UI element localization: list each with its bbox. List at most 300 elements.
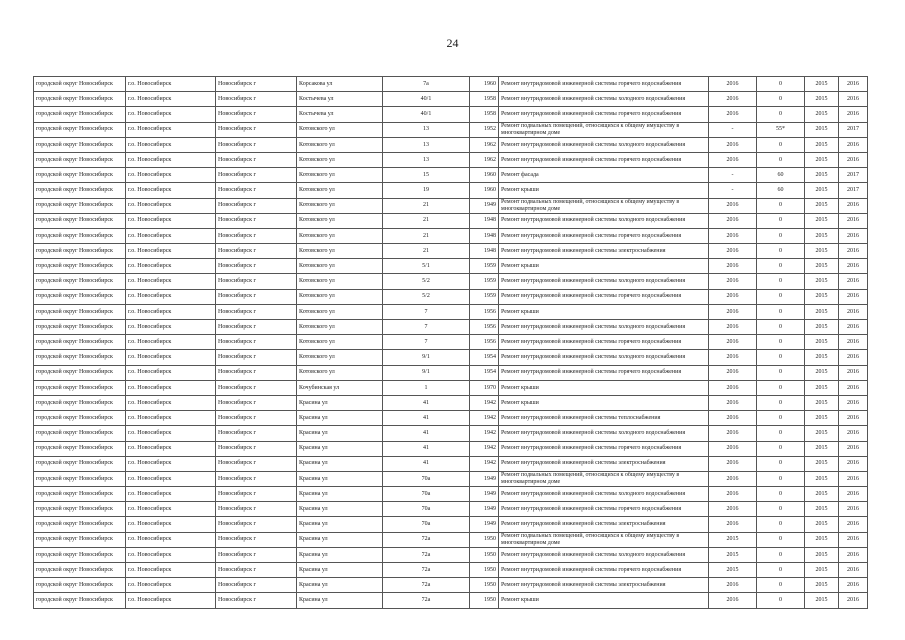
- street-cell: Красина ул: [297, 426, 383, 441]
- table-row: [34, 289, 868, 304]
- plan-year-cell: 2016: [709, 517, 757, 532]
- year-built-cell: 1960: [470, 168, 499, 183]
- period-end-cell: 2016: [839, 77, 868, 92]
- district-cell: городской округ Новосибирск: [34, 365, 126, 380]
- municipality-cell: г.о. Новосибирск: [126, 274, 216, 289]
- work-type-cell: Ремонт внутридомовой инженерной системы холодного водоснабжения: [499, 274, 709, 289]
- table-row: [34, 532, 868, 547]
- street-cell: Котовского ул: [297, 213, 383, 228]
- period-end-cell: 2016: [839, 517, 868, 532]
- house-number-cell: 5/2: [383, 289, 470, 304]
- value-cell: 0: [757, 487, 805, 502]
- city-cell: Новосибирск г: [216, 77, 297, 92]
- year-built-cell: 1956: [470, 304, 499, 319]
- year-built-cell: 1942: [470, 411, 499, 426]
- municipality-cell: г.о. Новосибирск: [126, 411, 216, 426]
- period-start-cell: 2015: [805, 411, 839, 426]
- period-end-cell: 2016: [839, 289, 868, 304]
- district-cell: городской округ Новосибирск: [34, 502, 126, 517]
- house-number-cell: 41: [383, 441, 470, 456]
- table-row: [34, 198, 868, 213]
- city-cell: Новосибирск г: [216, 289, 297, 304]
- table-row: [34, 274, 868, 289]
- house-number-cell: 70а: [383, 517, 470, 532]
- house-number-cell: 5/1: [383, 259, 470, 274]
- district-cell: городской округ Новосибирск: [34, 92, 126, 107]
- value-cell: 0: [757, 244, 805, 259]
- table-body: [34, 77, 868, 609]
- year-built-cell: 1956: [470, 335, 499, 350]
- table-row: [34, 593, 868, 608]
- period-start-cell: 2015: [805, 456, 839, 471]
- street-cell: Красина ул: [297, 563, 383, 578]
- street-cell: Кочубинская ул: [297, 380, 383, 395]
- page-number: 24: [446, 36, 459, 50]
- value-cell: 0: [757, 547, 805, 562]
- house-number-cell: 70а: [383, 502, 470, 517]
- district-cell: городской округ Новосибирск: [34, 593, 126, 608]
- municipality-cell: г.о. Новосибирск: [126, 487, 216, 502]
- year-built-cell: 1958: [470, 92, 499, 107]
- work-type-cell: Ремонт внутридомовой инженерной системы горячего водоснабжения: [499, 335, 709, 350]
- city-cell: Новосибирск г: [216, 92, 297, 107]
- house-number-cell: 7: [383, 335, 470, 350]
- house-number-cell: 72а: [383, 532, 470, 547]
- street-cell: Красина ул: [297, 411, 383, 426]
- plan-year-cell: 2016: [709, 365, 757, 380]
- plan-year-cell: 2016: [709, 335, 757, 350]
- table-row: [34, 320, 868, 335]
- street-cell: Красина ул: [297, 547, 383, 562]
- house-number-cell: 40/1: [383, 107, 470, 122]
- city-cell: Новосибирск г: [216, 320, 297, 335]
- period-end-cell: 2016: [839, 456, 868, 471]
- district-cell: городской округ Новосибирск: [34, 289, 126, 304]
- city-cell: Новосибирск г: [216, 563, 297, 578]
- period-end-cell: 2016: [839, 471, 868, 486]
- value-cell: 0: [757, 335, 805, 350]
- year-built-cell: 1958: [470, 107, 499, 122]
- period-end-cell: 2016: [839, 547, 868, 562]
- period-start-cell: 2015: [805, 152, 839, 167]
- period-start-cell: 2015: [805, 92, 839, 107]
- period-start-cell: 2015: [805, 563, 839, 578]
- year-built-cell: 1959: [470, 259, 499, 274]
- house-number-cell: 21: [383, 228, 470, 243]
- municipality-cell: г.о. Новосибирск: [126, 259, 216, 274]
- street-cell: Котовского ул: [297, 289, 383, 304]
- value-cell: 0: [757, 259, 805, 274]
- period-end-cell: 2016: [839, 213, 868, 228]
- value-cell: 60: [757, 183, 805, 198]
- value-cell: 0: [757, 395, 805, 410]
- period-start-cell: 2015: [805, 122, 839, 137]
- work-type-cell: Ремонт внутридомовой инженерной системы холодного водоснабжения: [499, 426, 709, 441]
- work-type-cell: Ремонт внутридомовой инженерной системы горячего водоснабжения: [499, 563, 709, 578]
- street-cell: Красина ул: [297, 593, 383, 608]
- year-built-cell: 1959: [470, 289, 499, 304]
- year-built-cell: 1949: [470, 502, 499, 517]
- period-start-cell: 2015: [805, 289, 839, 304]
- table-row: [34, 228, 868, 243]
- period-end-cell: 2016: [839, 365, 868, 380]
- house-number-cell: 41: [383, 456, 470, 471]
- period-start-cell: 2015: [805, 77, 839, 92]
- work-type-cell: Ремонт внутридомовой инженерной системы горячего водоснабжения: [499, 152, 709, 167]
- year-built-cell: 1954: [470, 350, 499, 365]
- value-cell: 0: [757, 456, 805, 471]
- city-cell: Новосибирск г: [216, 441, 297, 456]
- street-cell: Котовского ул: [297, 304, 383, 319]
- plan-year-cell: 2016: [709, 244, 757, 259]
- municipality-cell: г.о. Новосибирск: [126, 578, 216, 593]
- year-built-cell: 1949: [470, 487, 499, 502]
- street-cell: Котовского ул: [297, 168, 383, 183]
- period-start-cell: 2015: [805, 547, 839, 562]
- work-type-cell: Ремонт крыши: [499, 183, 709, 198]
- plan-year-cell: -: [709, 183, 757, 198]
- period-end-cell: 2016: [839, 502, 868, 517]
- period-start-cell: 2015: [805, 487, 839, 502]
- city-cell: Новосибирск г: [216, 168, 297, 183]
- year-built-cell: 1962: [470, 137, 499, 152]
- municipality-cell: г.о. Новосибирск: [126, 380, 216, 395]
- table-row: [34, 92, 868, 107]
- city-cell: Новосибирск г: [216, 183, 297, 198]
- plan-year-cell: 2016: [709, 471, 757, 486]
- year-built-cell: 1942: [470, 441, 499, 456]
- year-built-cell: 1950: [470, 532, 499, 547]
- year-built-cell: 1949: [470, 198, 499, 213]
- municipality-cell: г.о. Новосибирск: [126, 152, 216, 167]
- street-cell: Котовского ул: [297, 259, 383, 274]
- city-cell: Новосибирск г: [216, 228, 297, 243]
- city-cell: Новосибирск г: [216, 259, 297, 274]
- work-type-cell: Ремонт внутридомовой инженерной системы холодного водоснабжения: [499, 547, 709, 562]
- table-row: [34, 213, 868, 228]
- district-cell: городской округ Новосибирск: [34, 198, 126, 213]
- year-built-cell: 1942: [470, 426, 499, 441]
- street-cell: Котовского ул: [297, 335, 383, 350]
- plan-year-cell: 2016: [709, 395, 757, 410]
- value-cell: 0: [757, 426, 805, 441]
- period-end-cell: 2016: [839, 259, 868, 274]
- value-cell: 0: [757, 92, 805, 107]
- period-start-cell: 2015: [805, 517, 839, 532]
- value-cell: 0: [757, 198, 805, 213]
- table-row: [34, 350, 868, 365]
- table-row: [34, 502, 868, 517]
- work-type-cell: Ремонт подвальных помещений, относящихся к общему имуществу в многоквартирном доме: [499, 471, 709, 486]
- municipality-cell: г.о. Новосибирск: [126, 395, 216, 410]
- house-number-cell: 41: [383, 411, 470, 426]
- table-row: [34, 456, 868, 471]
- district-cell: городской округ Новосибирск: [34, 228, 126, 243]
- city-cell: Новосибирск г: [216, 335, 297, 350]
- year-built-cell: 1952: [470, 122, 499, 137]
- city-cell: Новосибирск г: [216, 122, 297, 137]
- street-cell: Красина ул: [297, 471, 383, 486]
- district-cell: городской округ Новосибирск: [34, 426, 126, 441]
- city-cell: Новосибирск г: [216, 137, 297, 152]
- table-row: [34, 244, 868, 259]
- period-start-cell: 2015: [805, 471, 839, 486]
- house-number-cell: 40/1: [383, 92, 470, 107]
- house-number-cell: 13: [383, 137, 470, 152]
- table-row: [34, 380, 868, 395]
- municipality-cell: г.о. Новосибирск: [126, 593, 216, 608]
- plan-year-cell: 2016: [709, 77, 757, 92]
- municipality-cell: г.о. Новосибирск: [126, 471, 216, 486]
- street-cell: Красина ул: [297, 487, 383, 502]
- municipality-cell: г.о. Новосибирск: [126, 563, 216, 578]
- work-type-cell: Ремонт внутридомовой инженерной системы холодного водоснабжения: [499, 487, 709, 502]
- period-start-cell: 2015: [805, 380, 839, 395]
- plan-year-cell: 2016: [709, 152, 757, 167]
- street-cell: Котовского ул: [297, 320, 383, 335]
- period-end-cell: 2016: [839, 578, 868, 593]
- table-row: [34, 471, 868, 486]
- value-cell: 0: [757, 77, 805, 92]
- value-cell: 0: [757, 350, 805, 365]
- year-built-cell: 1959: [470, 274, 499, 289]
- district-cell: городской округ Новосибирск: [34, 244, 126, 259]
- city-cell: Новосибирск г: [216, 198, 297, 213]
- city-cell: Новосибирск г: [216, 395, 297, 410]
- street-cell: Костычева ул: [297, 107, 383, 122]
- plan-year-cell: 2015: [709, 532, 757, 547]
- table-row: [34, 107, 868, 122]
- municipality-cell: г.о. Новосибирск: [126, 183, 216, 198]
- municipality-cell: г.о. Новосибирск: [126, 213, 216, 228]
- municipality-cell: г.о. Новосибирск: [126, 320, 216, 335]
- work-type-cell: Ремонт подвальных помещений, относящихся к общему имуществу в многоквартирном доме: [499, 532, 709, 547]
- work-type-cell: Ремонт внутридомовой инженерной системы холодного водоснабжения: [499, 92, 709, 107]
- plan-year-cell: 2016: [709, 593, 757, 608]
- period-end-cell: 2016: [839, 244, 868, 259]
- work-type-cell: Ремонт внутридомовой инженерной системы горячего водоснабжения: [499, 289, 709, 304]
- plan-year-cell: 2016: [709, 304, 757, 319]
- plan-year-cell: 2016: [709, 259, 757, 274]
- value-cell: 0: [757, 578, 805, 593]
- table-row: [34, 137, 868, 152]
- period-end-cell: 2016: [839, 563, 868, 578]
- municipality-cell: г.о. Новосибирск: [126, 77, 216, 92]
- period-end-cell: 2016: [839, 228, 868, 243]
- house-number-cell: 21: [383, 244, 470, 259]
- year-built-cell: 1954: [470, 365, 499, 380]
- period-end-cell: 2017: [839, 122, 868, 137]
- year-built-cell: 1948: [470, 244, 499, 259]
- year-built-cell: 1950: [470, 563, 499, 578]
- district-cell: городской округ Новосибирск: [34, 107, 126, 122]
- house-number-cell: 13: [383, 122, 470, 137]
- plan-year-cell: 2016: [709, 320, 757, 335]
- work-type-cell: Ремонт крыши: [499, 593, 709, 608]
- street-cell: Котовского ул: [297, 198, 383, 213]
- house-number-cell: 72а: [383, 593, 470, 608]
- year-built-cell: 1960: [470, 77, 499, 92]
- street-cell: Красина ул: [297, 517, 383, 532]
- district-cell: городской округ Новосибирск: [34, 456, 126, 471]
- house-number-cell: 21: [383, 198, 470, 213]
- period-start-cell: 2015: [805, 532, 839, 547]
- period-start-cell: 2015: [805, 304, 839, 319]
- street-cell: Красина ул: [297, 502, 383, 517]
- value-cell: 55*: [757, 122, 805, 137]
- house-number-cell: 41: [383, 426, 470, 441]
- work-type-cell: Ремонт внутридомовой инженерной системы горячего водоснабжения: [499, 77, 709, 92]
- district-cell: городской округ Новосибирск: [34, 183, 126, 198]
- house-number-cell: 72а: [383, 578, 470, 593]
- period-start-cell: 2015: [805, 228, 839, 243]
- work-type-cell: Ремонт крыши: [499, 395, 709, 410]
- plan-year-cell: 2015: [709, 563, 757, 578]
- street-cell: Котовского ул: [297, 152, 383, 167]
- street-cell: Котовского ул: [297, 228, 383, 243]
- work-type-cell: Ремонт внутридомовой инженерной системы горячего водоснабжения: [499, 365, 709, 380]
- table-row: [34, 259, 868, 274]
- house-number-cell: 70а: [383, 487, 470, 502]
- street-cell: Котовского ул: [297, 244, 383, 259]
- municipality-cell: г.о. Новосибирск: [126, 335, 216, 350]
- municipality-cell: г.о. Новосибирск: [126, 168, 216, 183]
- period-end-cell: 2016: [839, 395, 868, 410]
- table-row: [34, 426, 868, 441]
- work-type-cell: Ремонт крыши: [499, 259, 709, 274]
- work-type-cell: Ремонт фасада: [499, 168, 709, 183]
- period-start-cell: 2015: [805, 426, 839, 441]
- street-cell: Котовского ул: [297, 274, 383, 289]
- plan-year-cell: 2016: [709, 380, 757, 395]
- house-number-cell: 21: [383, 213, 470, 228]
- city-cell: Новосибирск г: [216, 107, 297, 122]
- municipality-cell: г.о. Новосибирск: [126, 426, 216, 441]
- city-cell: Новосибирск г: [216, 517, 297, 532]
- table-row: [34, 578, 868, 593]
- district-cell: городской округ Новосибирск: [34, 411, 126, 426]
- work-type-cell: Ремонт внутридомовой инженерной системы горячего водоснабжения: [499, 502, 709, 517]
- table-row: [34, 411, 868, 426]
- value-cell: 0: [757, 107, 805, 122]
- house-number-cell: 41: [383, 395, 470, 410]
- plan-year-cell: 2016: [709, 487, 757, 502]
- plan-year-cell: 2015: [709, 547, 757, 562]
- year-built-cell: 1950: [470, 547, 499, 562]
- house-number-cell: 72а: [383, 563, 470, 578]
- house-number-cell: 7а: [383, 77, 470, 92]
- value-cell: 0: [757, 289, 805, 304]
- municipality-cell: г.о. Новосибирск: [126, 198, 216, 213]
- street-cell: Котовского ул: [297, 365, 383, 380]
- period-start-cell: 2015: [805, 168, 839, 183]
- city-cell: Новосибирск г: [216, 532, 297, 547]
- municipality-cell: г.о. Новосибирск: [126, 137, 216, 152]
- period-start-cell: 2015: [805, 395, 839, 410]
- value-cell: 0: [757, 517, 805, 532]
- municipality-cell: г.о. Новосибирск: [126, 365, 216, 380]
- district-cell: городской округ Новосибирск: [34, 441, 126, 456]
- city-cell: Новосибирск г: [216, 213, 297, 228]
- street-cell: Костычева ул: [297, 92, 383, 107]
- city-cell: Новосибирск г: [216, 456, 297, 471]
- municipality-cell: г.о. Новосибирск: [126, 502, 216, 517]
- plan-year-cell: -: [709, 122, 757, 137]
- value-cell: 0: [757, 213, 805, 228]
- period-end-cell: 2016: [839, 441, 868, 456]
- district-cell: городской округ Новосибирск: [34, 380, 126, 395]
- municipality-cell: г.о. Новосибирск: [126, 107, 216, 122]
- municipality-cell: г.о. Новосибирск: [126, 92, 216, 107]
- period-end-cell: 2016: [839, 426, 868, 441]
- house-number-cell: 70а: [383, 471, 470, 486]
- work-type-cell: Ремонт подвальных помещений, относящихся к общему имуществу в многоквартирном доме: [499, 122, 709, 137]
- city-cell: Новосибирск г: [216, 471, 297, 486]
- city-cell: Новосибирск г: [216, 365, 297, 380]
- city-cell: Новосибирск г: [216, 304, 297, 319]
- period-end-cell: 2016: [839, 137, 868, 152]
- municipality-cell: г.о. Новосибирск: [126, 304, 216, 319]
- district-cell: городской округ Новосибирск: [34, 487, 126, 502]
- municipality-cell: г.о. Новосибирск: [126, 350, 216, 365]
- value-cell: 0: [757, 380, 805, 395]
- municipality-cell: г.о. Новосибирск: [126, 456, 216, 471]
- street-cell: Котовского ул: [297, 350, 383, 365]
- year-built-cell: 1950: [470, 593, 499, 608]
- work-type-cell: Ремонт внутридомовой инженерной системы электроснабжения: [499, 578, 709, 593]
- district-cell: городской округ Новосибирск: [34, 304, 126, 319]
- city-cell: Новосибирск г: [216, 547, 297, 562]
- plan-year-cell: 2016: [709, 228, 757, 243]
- municipality-cell: г.о. Новосибирск: [126, 441, 216, 456]
- city-cell: Новосибирск г: [216, 426, 297, 441]
- house-number-cell: 15: [383, 168, 470, 183]
- city-cell: Новосибирск г: [216, 274, 297, 289]
- city-cell: Новосибирск г: [216, 593, 297, 608]
- work-type-cell: Ремонт внутридомовой инженерной системы горячего водоснабжения: [499, 441, 709, 456]
- plan-year-cell: 2016: [709, 350, 757, 365]
- period-end-cell: 2016: [839, 320, 868, 335]
- municipality-cell: г.о. Новосибирск: [126, 289, 216, 304]
- district-cell: городской округ Новосибирск: [34, 395, 126, 410]
- work-type-cell: Ремонт внутридомовой инженерной системы холодного водоснабжения: [499, 350, 709, 365]
- plan-year-cell: 2016: [709, 137, 757, 152]
- table-row: [34, 304, 868, 319]
- period-end-cell: 2017: [839, 168, 868, 183]
- district-cell: городской округ Новосибирск: [34, 578, 126, 593]
- city-cell: Новосибирск г: [216, 411, 297, 426]
- period-end-cell: 2016: [839, 274, 868, 289]
- year-built-cell: 1950: [470, 578, 499, 593]
- city-cell: Новосибирск г: [216, 244, 297, 259]
- value-cell: 0: [757, 532, 805, 547]
- period-end-cell: 2016: [839, 532, 868, 547]
- period-start-cell: 2015: [805, 335, 839, 350]
- period-start-cell: 2015: [805, 578, 839, 593]
- period-end-cell: 2016: [839, 411, 868, 426]
- work-type-cell: Ремонт внутридомовой инженерной системы электроснабжения: [499, 244, 709, 259]
- street-cell: Корсакова ул: [297, 77, 383, 92]
- city-cell: Новосибирск г: [216, 578, 297, 593]
- city-cell: Новосибирск г: [216, 152, 297, 167]
- year-built-cell: 1942: [470, 456, 499, 471]
- period-start-cell: 2015: [805, 107, 839, 122]
- city-cell: Новосибирск г: [216, 487, 297, 502]
- municipality-cell: г.о. Новосибирск: [126, 517, 216, 532]
- period-end-cell: 2016: [839, 380, 868, 395]
- work-type-cell: Ремонт внутридомовой инженерной системы электроснабжения: [499, 517, 709, 532]
- municipality-cell: г.о. Новосибирск: [126, 547, 216, 562]
